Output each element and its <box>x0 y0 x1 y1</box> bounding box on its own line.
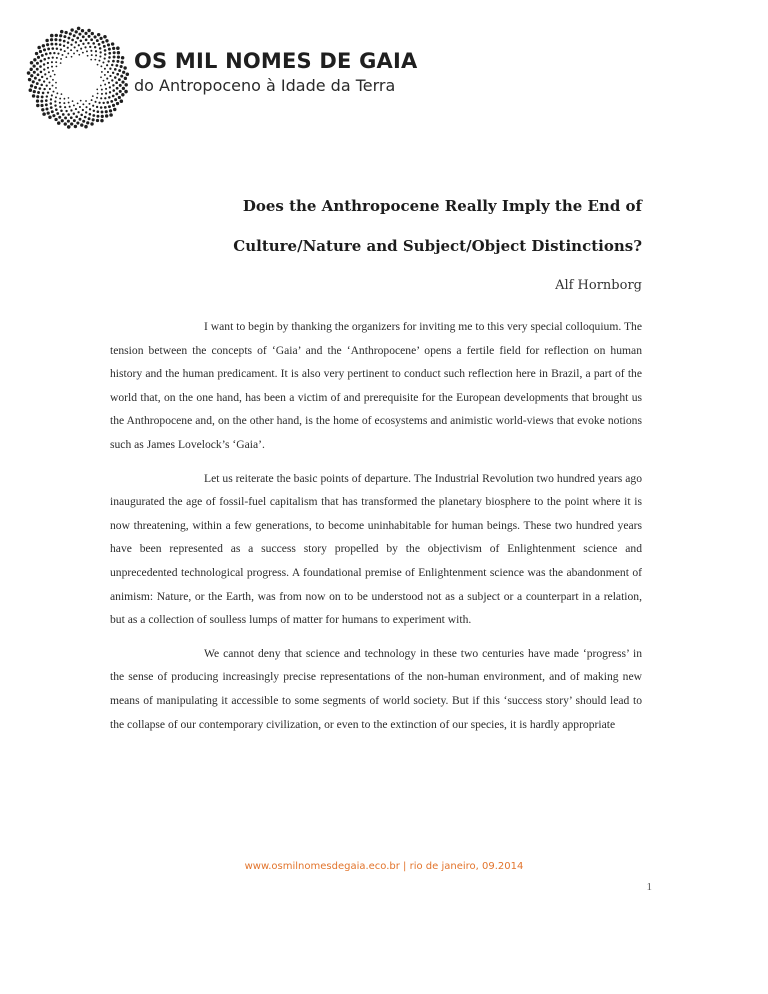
article-author: Alf Hornborg <box>555 278 642 293</box>
paragraph-3: We cannot deny that science and technology in these two centuries have made ‘progress’ in the sense of producing increasingly precise representations of the non-human environment, and of making new means of manipulating it accessible to some segments of world society. But if this ‘success story’ should lead to the collapse of our contemporary civilization, or even to the extinction of our species, it is hardly appropriate <box>110 646 642 731</box>
page-number: 1 <box>646 881 652 893</box>
brand-title: OS MIL NOMES DE GAIA <box>134 49 418 73</box>
paragraph-1: I want to begin by thanking the organizers for inviting me to this very special colloquium. The tension between the concepts of ‘Gaia’ and the ‘Anthropocene’ opens a fertile field for reflection on human history and the human predicament. It is also very pertinent to conduct such reflection here in Brazil, a part of the world that, on the one hand, has been a victim of and prerequisite for the European developments that brought us the Anthropocene and, on the other hand, is the home of ecosystems and animistic world-views that evoke notions such as James Lovelock’s ‘Gaia’. <box>110 320 642 451</box>
paragraph-2: Let us reiterate the basic points of departure. The Industrial Revolution two hundred years ago inaugurated the age of fossil-fuel capitalism that has transformed the planetary biosphere to the point where it is now threatening, within a few generations, to become uninhabitable for human beings. These two hundred years have been represented as a success story propelled by the objectivism of Enlightenment science and unprecedented technological progress. A foundational premise of Enlightenment science was the abandonment of animism: Nature, or the Earth, was from now on to be understood not as a subject or a counterpart in a relation, but as a collection of soulless lumps of matter for humans to experiment with. <box>110 471 642 627</box>
article-body <box>110 315 642 746</box>
footer-url: www.osmilnomesdegaia.eco.br | rio de janeiro, 09.2014 <box>244 861 524 872</box>
article-title: Does the Anthropocene Really Imply the End of Culture/Nature and Subject/Object Distinctions? <box>233 197 642 255</box>
dotted-sunflower-spiral-icon <box>26 26 130 130</box>
header-logo <box>26 26 418 136</box>
brand-subtitle: do Antropoceno à Idade da Terra <box>134 76 396 95</box>
